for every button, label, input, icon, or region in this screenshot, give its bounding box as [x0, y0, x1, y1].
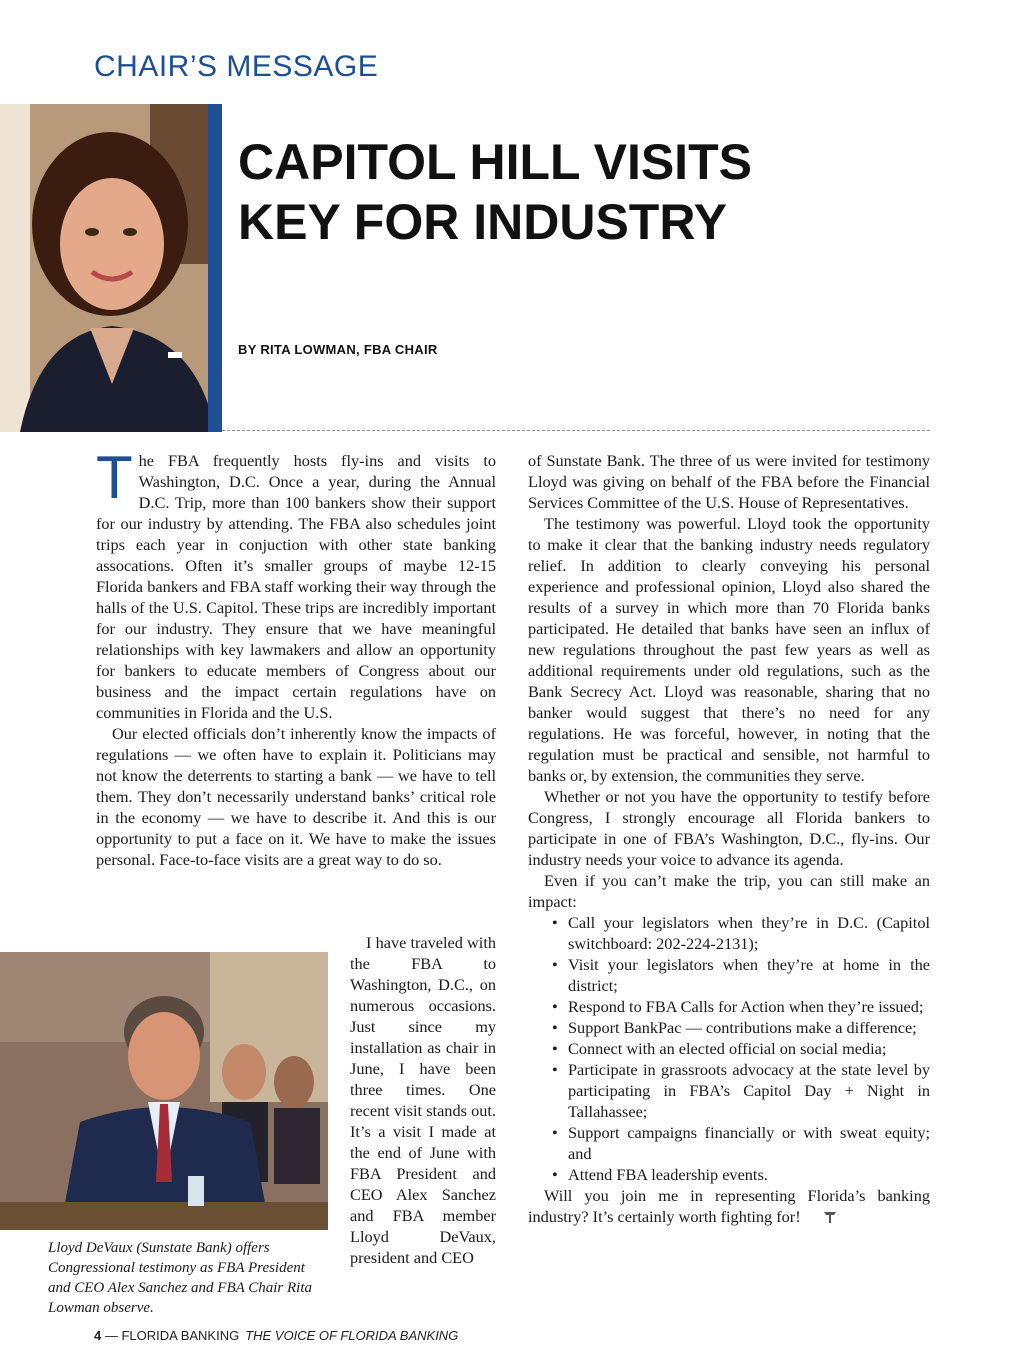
byline: BY RITA LOWMAN, FBA CHAIR	[238, 342, 438, 357]
testimony-photo	[0, 952, 328, 1230]
accent-bar	[208, 104, 222, 432]
paragraph-4: of Sunstate Bank. The three of us were invited for testimony Lloyd was giving on behalf of the FBA before the Financial Services Committee of the U.S. House of Representatives.	[528, 451, 930, 512]
headline	[238, 132, 752, 252]
paragraph-6: Whether or not you have the opportunity to testify before Congress, I strongly encourage all Florida bankers to participate in one of FBA’s Washington, D.C., fly-ins. Our industry needs your voice to advance its agenda.	[528, 787, 930, 869]
page-number: 4	[94, 1328, 102, 1343]
section-label: CHAIR’S MESSAGE	[94, 50, 379, 83]
list-item: • Respond to FBA Calls for Action when they’re issued;	[552, 996, 930, 1017]
paragraph-closing: Will you join me in representing Florida’s banking industry? It’s certainly worth fighting for!	[528, 1186, 930, 1226]
paragraph-2: Our elected officials don’t inherently know the impacts of regulations — we often have to explain it. Politicians may not know the deterrents to starting a bank — we have to tell them. They don’t necessarily understand banks’ critical role in the economy — we have to describe it. And this is our opportunity to put a face on it. We have to make the issues personal. Face-to-face visits are a great way to do so.	[96, 724, 496, 869]
photo-caption: Lloyd DeVaux (Sunstate Bank) offers Congressional testimony as FBA President and CEO Alex Sanchez and FBA Chair Rita Lowman observe.	[48, 1240, 313, 1316]
article-column-left	[96, 444, 496, 870]
list-item: • Participate in grassroots advocacy at the state level by participating in FBA’s Capitol Day + Night in Tallahassee;	[552, 1059, 930, 1122]
headline-line-1: CAPITOL HILL VISITS	[238, 134, 752, 190]
publication-name: FLORIDA BANKING	[121, 1328, 240, 1343]
list-item: • Call your legislators when they’re in D.C. (Capitol switchboard: 202-224-2131);	[552, 912, 930, 954]
list-item: • Support campaigns financially or with sweat equity; and	[552, 1122, 930, 1164]
paragraph-3: I have traveled with the FBA to Washington, D.C., on numerous occasions. Just since my installation as chair in June, I have been three times. One recent visit stands out. It’s a visit I made at the end of June with FBA President and CEO Alex Sanchez and FBA member Lloyd DeVaux, president and CEO	[350, 933, 496, 1267]
paragraph-5: The testimony was powerful. Lloyd took the opportunity to make it clear that the banking industry needs regulatory relief. In addition to clearly conveying his personal experience and professional opinion, Lloyd also shared the results of a survey in which more than 70 Florida banks participated. He detailed that banks have seen an influx of new regulations throughout the past few years as well as additional requirements under old regulations, such as the Bank Secrecy Act. Lloyd was reasonable, sharing that no banker would suggest that there’s no need for any regulations. He was forceful, however, in noting that the regulation must be practical and sensible, not harmful to banks or, by extension, the communities they serve.	[528, 514, 930, 785]
author-portrait	[0, 104, 208, 432]
list-item: • Support BankPac — contributions make a difference;	[552, 1017, 930, 1038]
publication-tagline: THE VOICE OF FLORIDA BANKING	[245, 1328, 459, 1343]
page-footer	[94, 1328, 458, 1343]
list-item: • Connect with an elected official on social media;	[552, 1038, 930, 1059]
article-column-left-narrow	[350, 932, 496, 1268]
article-column-right	[528, 450, 930, 1227]
fba-end-mark-icon	[807, 1208, 821, 1222]
action-list	[528, 912, 930, 1185]
list-item: • Attend FBA leadership events.	[552, 1164, 930, 1185]
paragraph-1: The FBA frequently hosts fly-ins and visits to Washington, D.C. Once a year, during the Annual D.C. Trip, more than 100 bankers show their support for our industry by attending. The FBA also schedules joint trips each year in conjuction with other state banking assocations. Often it’s smaller groups of maybe 12-15 Florida bankers and FBA staff working their way through the halls of the U.S. Capitol. These trips are incredibly important for our industry. They ensure that we have meaningful relationships with key lawmakers and allow an opportunity for bankers to educate members of Congress about our business and the impact certain regulations have on communities in Florida and the U.S.	[96, 444, 496, 722]
footer-dash: —	[101, 1328, 122, 1343]
paragraph-7: Even if you can’t make the trip, you can still make an impact:	[528, 871, 930, 911]
headline-line-2: KEY FOR INDUSTRY	[238, 194, 727, 250]
drop-cap: T	[96, 444, 133, 511]
list-item: • Visit your legislators when they’re at home in the district;	[552, 954, 930, 996]
dashed-divider	[222, 430, 930, 431]
